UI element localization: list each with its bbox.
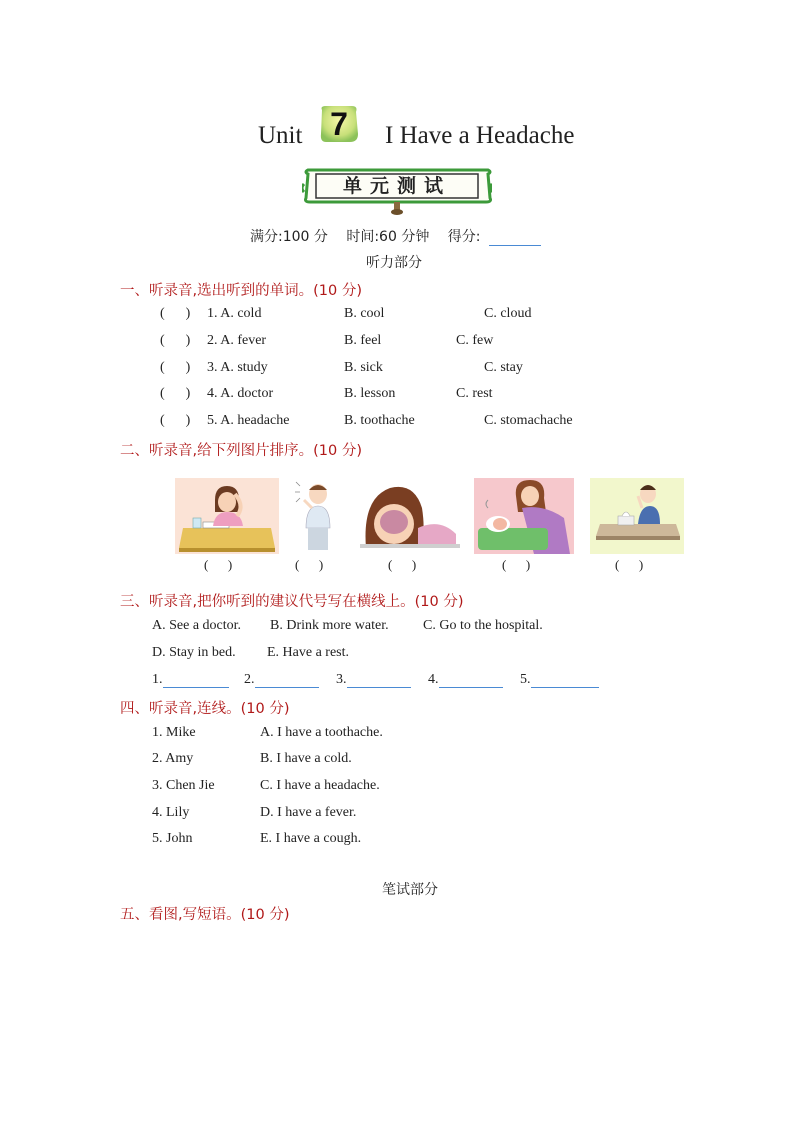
full-marks: 满分:100 分: [250, 229, 328, 245]
score-blank[interactable]: [489, 231, 541, 246]
match-name[interactable]: 4. Lily: [152, 805, 190, 820]
blank-number: 3.: [336, 672, 347, 687]
unit-word: Unit: [258, 122, 303, 149]
picture-answer-paren[interactable]: ( ): [615, 557, 644, 572]
answer-blank-5[interactable]: [520, 672, 599, 688]
section1-heading: [120, 279, 362, 300]
advice-option-d: D. Stay in bed.: [152, 645, 236, 660]
q2-option-a: 2. A. fever: [207, 333, 267, 348]
match-name[interactable]: 1. Mike: [152, 725, 196, 740]
q5-option-c: C. stomachache: [484, 413, 573, 428]
answer-paren[interactable]: ( ): [160, 360, 191, 375]
writing-heading: 笔试部分: [382, 882, 438, 898]
blank-number: 1.: [152, 672, 163, 687]
section2-points: (10 分): [313, 443, 362, 459]
fever-in-bed-picture: [474, 478, 574, 554]
section4-heading: [120, 697, 289, 718]
girl-headache-picture: [175, 478, 279, 554]
q3-option-a: 3. A. study: [207, 360, 268, 375]
q1-option-b: B. cool: [344, 306, 385, 321]
answer-paren[interactable]: ( ): [160, 333, 191, 348]
unit-number: 7: [330, 106, 348, 142]
section2-title: 二、听录音,给下列图片排序。: [120, 443, 314, 459]
section4-title: 四、听录音,连线。: [120, 701, 241, 717]
match-name[interactable]: 5. John: [152, 831, 193, 846]
answer-blank-2[interactable]: [244, 672, 319, 688]
match-sentence[interactable]: E. I have a cough.: [260, 831, 362, 846]
picture-answer-paren[interactable]: ( ): [388, 557, 417, 572]
q5-option-b: B. toothache: [344, 413, 415, 428]
blank-number: 5.: [520, 672, 531, 687]
answer-paren[interactable]: ( ): [160, 386, 191, 401]
boy-cough-picture: [294, 478, 342, 554]
q4-option-c: C. rest: [456, 386, 493, 401]
q1-option-a: 1. A. cold: [207, 306, 262, 321]
q4-option-b: B. lesson: [344, 386, 396, 401]
match-name[interactable]: 3. Chen Jie: [152, 778, 215, 793]
match-sentence[interactable]: B. I have a cold.: [260, 751, 352, 766]
section2-heading: [120, 439, 362, 460]
answer-blank-4[interactable]: [428, 672, 503, 688]
blank-number: 4.: [428, 672, 439, 687]
section3-heading: [120, 590, 463, 611]
q2-option-c: C. few: [456, 333, 494, 348]
section5-title: 五、看图,写短语。: [120, 907, 241, 923]
answer-blank-3[interactable]: [336, 672, 411, 688]
q3-option-b: B. sick: [344, 360, 383, 375]
time-limit: 时间:60 分钟: [346, 229, 430, 245]
section4-points: (10 分): [240, 701, 290, 717]
blank-number: 2.: [244, 672, 255, 687]
q2-option-b: B. feel: [344, 333, 382, 348]
advice-option-e: E. Have a rest.: [267, 645, 350, 660]
q1-option-c: C. cloud: [484, 306, 532, 321]
q5-option-a: 5. A. headache: [207, 413, 290, 428]
section5-points: (10 分): [240, 907, 290, 923]
cold-tissues-picture: [590, 478, 684, 554]
page-title: I Have a Headache: [385, 122, 575, 149]
match-name[interactable]: 2. Amy: [152, 751, 194, 766]
listening-heading: 听力部分: [366, 255, 422, 271]
answer-paren[interactable]: ( ): [160, 413, 191, 428]
match-sentence[interactable]: D. I have a fever.: [260, 805, 357, 820]
advice-option-c: C. Go to the hospital.: [423, 618, 543, 633]
section1-title: 一、听录音,选出听到的单词。: [120, 283, 314, 299]
child-stomachache-picture: [360, 478, 460, 554]
section3-title: 三、听录音,把你听到的建议代号写在横线上。: [120, 594, 415, 610]
q3-option-c: C. stay: [484, 360, 523, 375]
advice-option-b: B. Drink more water.: [270, 618, 389, 633]
section3-points: (10 分): [414, 594, 464, 610]
picture-answer-paren[interactable]: ( ): [502, 557, 531, 572]
banner-title: 单元测试: [342, 175, 451, 197]
q4-option-a: 4. A. doctor: [207, 386, 274, 401]
advice-option-a: A. See a doctor.: [152, 618, 242, 633]
score-label: 得分:: [447, 229, 481, 245]
match-sentence[interactable]: C. I have a headache.: [260, 778, 380, 793]
section5-heading: [120, 903, 289, 924]
picture-answer-paren[interactable]: ( ): [204, 557, 233, 572]
section1-points: (10 分): [313, 283, 362, 299]
answer-paren[interactable]: ( ): [160, 306, 191, 321]
score-line: [250, 226, 555, 246]
answer-blank-1[interactable]: [152, 672, 229, 688]
match-sentence[interactable]: A. I have a toothache.: [260, 725, 383, 740]
picture-answer-paren[interactable]: ( ): [295, 557, 324, 572]
